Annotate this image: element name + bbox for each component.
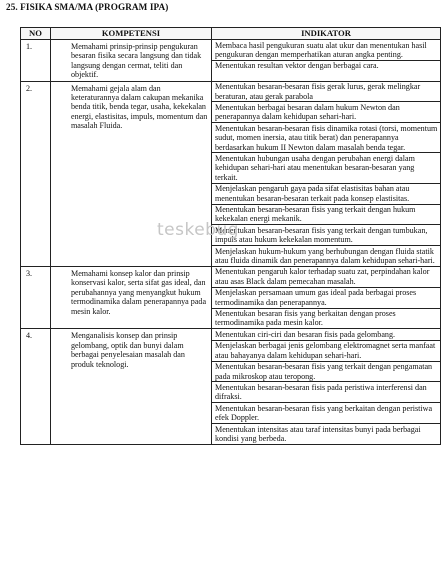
indikator-item: Menentukan besaran-besaran fisis yang terkait dengan tumbukan, impuls atau hukum kekekalan momentum.	[212, 225, 440, 246]
indikator-item: Menjelaskan pengaruh gaya pada sifat elastisitas bahan atau menentukan besaran-besaran terkait pada konsep elastisitas.	[212, 184, 440, 205]
kompetensi-text: Memahami konsep kalor dan prinsip konservasi kalor, serta sifat gas ideal, dan perubahannya yang menyangkut hukum termodinamika dalam penerapannya pada mesin kalor.	[71, 268, 207, 316]
indikator-item: Menentukan intensitas atau taraf intensitas bunyi pada berbagai kondisi yang berbeda.	[215, 424, 421, 443]
table-row	[21, 40, 441, 82]
indikator-item: Menentukan berbagai besaran dalam hukum Newton dan penerapannya dalam kehidupan sehari-hari.	[212, 102, 440, 123]
watermark-text: teskebug	[157, 220, 240, 240]
row-number: 3.	[21, 266, 51, 328]
indikator-item: Menentukan besaran-besaran fisis yang terkait dengan pengamatan pada mikroskop atau teropong.	[212, 362, 440, 383]
header-kompetensi: KOMPETENSI	[51, 28, 212, 40]
header-no: NO	[21, 28, 51, 40]
row-number: 4.	[21, 329, 51, 444]
indikator-item: Membaca hasil pengukuran suatu alat ukur dan menentukan hasil pengukuran dengan memperhatikan aturan angka penting.	[212, 40, 440, 61]
table-header-row	[21, 28, 441, 40]
kompetensi-cell	[51, 81, 212, 266]
indikator-item: Menentukan besaran-besaran fisis yang terkait dengan hukum kekekalan energi mekanik.	[212, 205, 440, 226]
kompetensi-text: Memahami prinsip-prinsip pengukuran besaran fisika secara langsung dan tidak langsung dengan cermat, teliti dan objektif.	[71, 42, 202, 80]
indikator-cell	[212, 81, 441, 266]
kompetensi-text: Memahami gejala alam dan keteraturannya dalam cakupan mekanika benda titik, benda tegar, usaha, kekekalan energi, elastisitas, impuls, momentum dan masalah Fluida.	[71, 83, 208, 131]
indikator-item: Menjelaskan persamaan umum gas ideal pada berbagai proses termodinamika dan penerapannya.	[212, 288, 440, 309]
indikator-cell	[212, 329, 441, 444]
row-number: 2.	[21, 81, 51, 266]
competency-table	[20, 27, 441, 445]
table-row	[21, 329, 441, 444]
indikator-item: Menentukan besaran-besaran fisis yang berkaitan dengan peristiwa efek Doppler.	[212, 403, 440, 424]
table-row	[21, 81, 441, 266]
kompetensi-cell	[51, 329, 212, 444]
indikator-item: Menentukan besaran-besaran fisis dinamika rotasi (torsi, momentum sudut, momen inersia, atau titik berat) dan penerapannya berdasarkan hukum II Newton dalam masalah benda tegar.	[212, 123, 440, 153]
kompetensi-text: Menganalisis konsep dan prinsip gelombang, optik dan bunyi dalam berbagai penyelesaian masalah dan produk teknologi.	[71, 331, 185, 369]
indikator-item: Menentukan resultan vektor dengan berbagai cara.	[215, 61, 379, 71]
header-indikator: INDIKATOR	[212, 28, 441, 40]
indikator-cell	[212, 266, 441, 328]
indikator-item: Menentukan ciri-ciri dan besaran fisis pada gelombang.	[212, 329, 440, 340]
kompetensi-cell	[51, 40, 212, 82]
indikator-item: Menjelaskan hukum-hukum yang berhubungan dengan fluida statik atau fluida dinamik dan penerapannya dalam kehidupan sehari-hari.	[215, 246, 435, 266]
indikator-item: Menentukan pengaruh kalor terhadap suatu zat, perpindahan kalor atau asas Black dalam pemecahan masalah.	[212, 267, 440, 288]
kompetensi-cell	[51, 266, 212, 328]
indikator-cell	[212, 40, 441, 82]
row-number: 1.	[21, 40, 51, 82]
indikator-item: Menentukan besaran-besaran fisis gerak lurus, gerak melingkar beraturan, atau gerak parabola	[212, 82, 440, 103]
table-body	[21, 40, 441, 445]
table-row	[21, 266, 441, 328]
indikator-item: Menjelaskan berbagai jenis gelombang elektromagnet serta manfaat atau bahayanya dalam kehidupan sehari-hari.	[212, 341, 440, 362]
document-title: 25. FISIKA SMA/MA (PROGRAM IPA)	[6, 2, 169, 12]
indikator-item: Menentukan hubungan usaha dengan perubahan energi dalam kehidupan sehari-hari atau menentukan besaran-besaran yang terkait.	[212, 153, 440, 183]
indikator-item: Menentukan besaran fisis yang berkaitan dengan proses termodinamika pada mesin kalor.	[215, 309, 396, 328]
indikator-item: Menentukan besaran-besaran fisis pada peristiwa interferensi dan difraksi.	[212, 382, 440, 403]
